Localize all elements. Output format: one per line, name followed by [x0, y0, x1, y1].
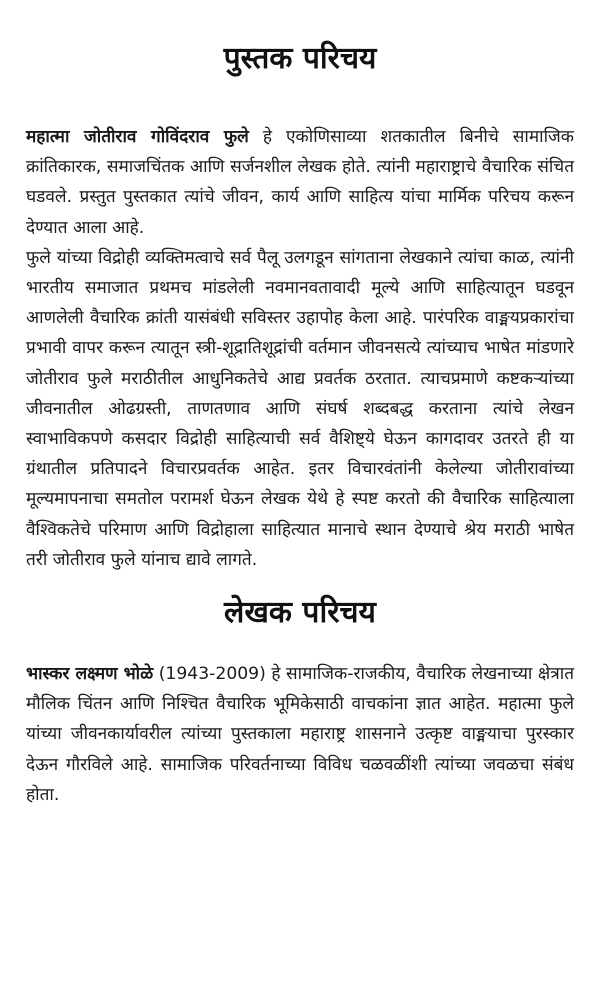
book-intro-paragraph-1-text: हे एकोणिसाव्या शतकातील बिनीचे सामाजिक क्रांतिकारक, समाजचिंतक आणि सर्जनशील लेखक होते. त्यांनी महाराष्ट्राचे वैचारिक संचित घडवले. प्रस्तुत पुस्तकात त्यांचे जीवन, कार्य आणि साहित्य यांचा मार्मिक परिचय करून देण्यात आला आहे.: [26, 127, 575, 238]
author-name: भास्कर लक्ष्मण भोळे: [26, 664, 154, 685]
book-intro-heading: पुस्तक परिचय: [223, 41, 377, 76]
book-subject-name: महात्मा जोतीराव गोविंदराव फुले: [26, 127, 249, 147]
book-intro-paragraph-2: फुले यांच्या विद्रोही व्यक्तिमत्वाचे सर्व पैलू उलगडून सांगताना लेखकाने त्यांचा काळ, त्यांनी भारतीय समाजात प्रथमच मांडलेली नवमानवतावादी मूल्ये आणि साहित्यातून घडवून आणलेली वैचारिक क्रांती यासंबंधी सविस्तर उहापोह केला आहे. पारंपरिक वाङ्मयप्रकारांचा प्रभावी वापर करून त्यातून स्त्री-शूद्रातिशूद्रांची वर्तमान जीवनसत्ये त्यांच्याच भाषेत मांडणारे जोतीराव फुले मराठीतील आधुनिकतेचे आद्य प्रवर्तक ठरतात. त्याचप्रमाणे कष्टकऱ्यांच्या जीवनातील ओढग्रस्ती, ताणतणाव आणि संघर्ष शब्दबद्ध करताना त्यांचे लेखन स्वाभाविकपणे कसदार विद्रोही साहित्याची सर्व वैशिष्ट्ये घेऊन कागदावर उतरते ही या ग्रंथातील प्रतिपादने विचारप्रवर्तक आहेत. इतर विचारवंतांनी केलेल्या जोतीरावांच्या मूल्यमापनाचा समतोल परामर्श घेऊन लेखक येथे हे स्पष्ट करतो की वैचारिक साहित्याला वैश्विकतेचे परिमाण आणि विद्रोहाला साहित्यात मानाचे स्थान देण्याचे श्रेय मराठी भाषेत तरी जोतीराव फुले यांनाच द्यावे लागते.: [26, 247, 574, 570]
author-intro-paragraph-text: (1943-2009) हे सामाजिक-राजकीय, वैचारिक लेखनाच्या क्षेत्रात मौलिक चिंतन आणि निश्चित वैचारिक भूमिकेसाठी वाचकांना ज्ञात आहेत. महात्मा फुले यांच्या जीवनकार्यावरील त्यांच्या पुस्तकाला महाराष्ट्र शासनाने उत्कृष्ट वाङ्मयाचा पुरस्कार देऊन गौरविले आहे. सामाजिक परिवर्तनाच्या विविध चळवळींशी त्यांच्या जवळचा संबंध होता.: [26, 664, 574, 805]
author-intro-heading: लेखक परिचय: [224, 595, 376, 631]
author-intro-paragraph: [26, 659, 574, 810]
book-intro-paragraph-1: [26, 122, 574, 243]
